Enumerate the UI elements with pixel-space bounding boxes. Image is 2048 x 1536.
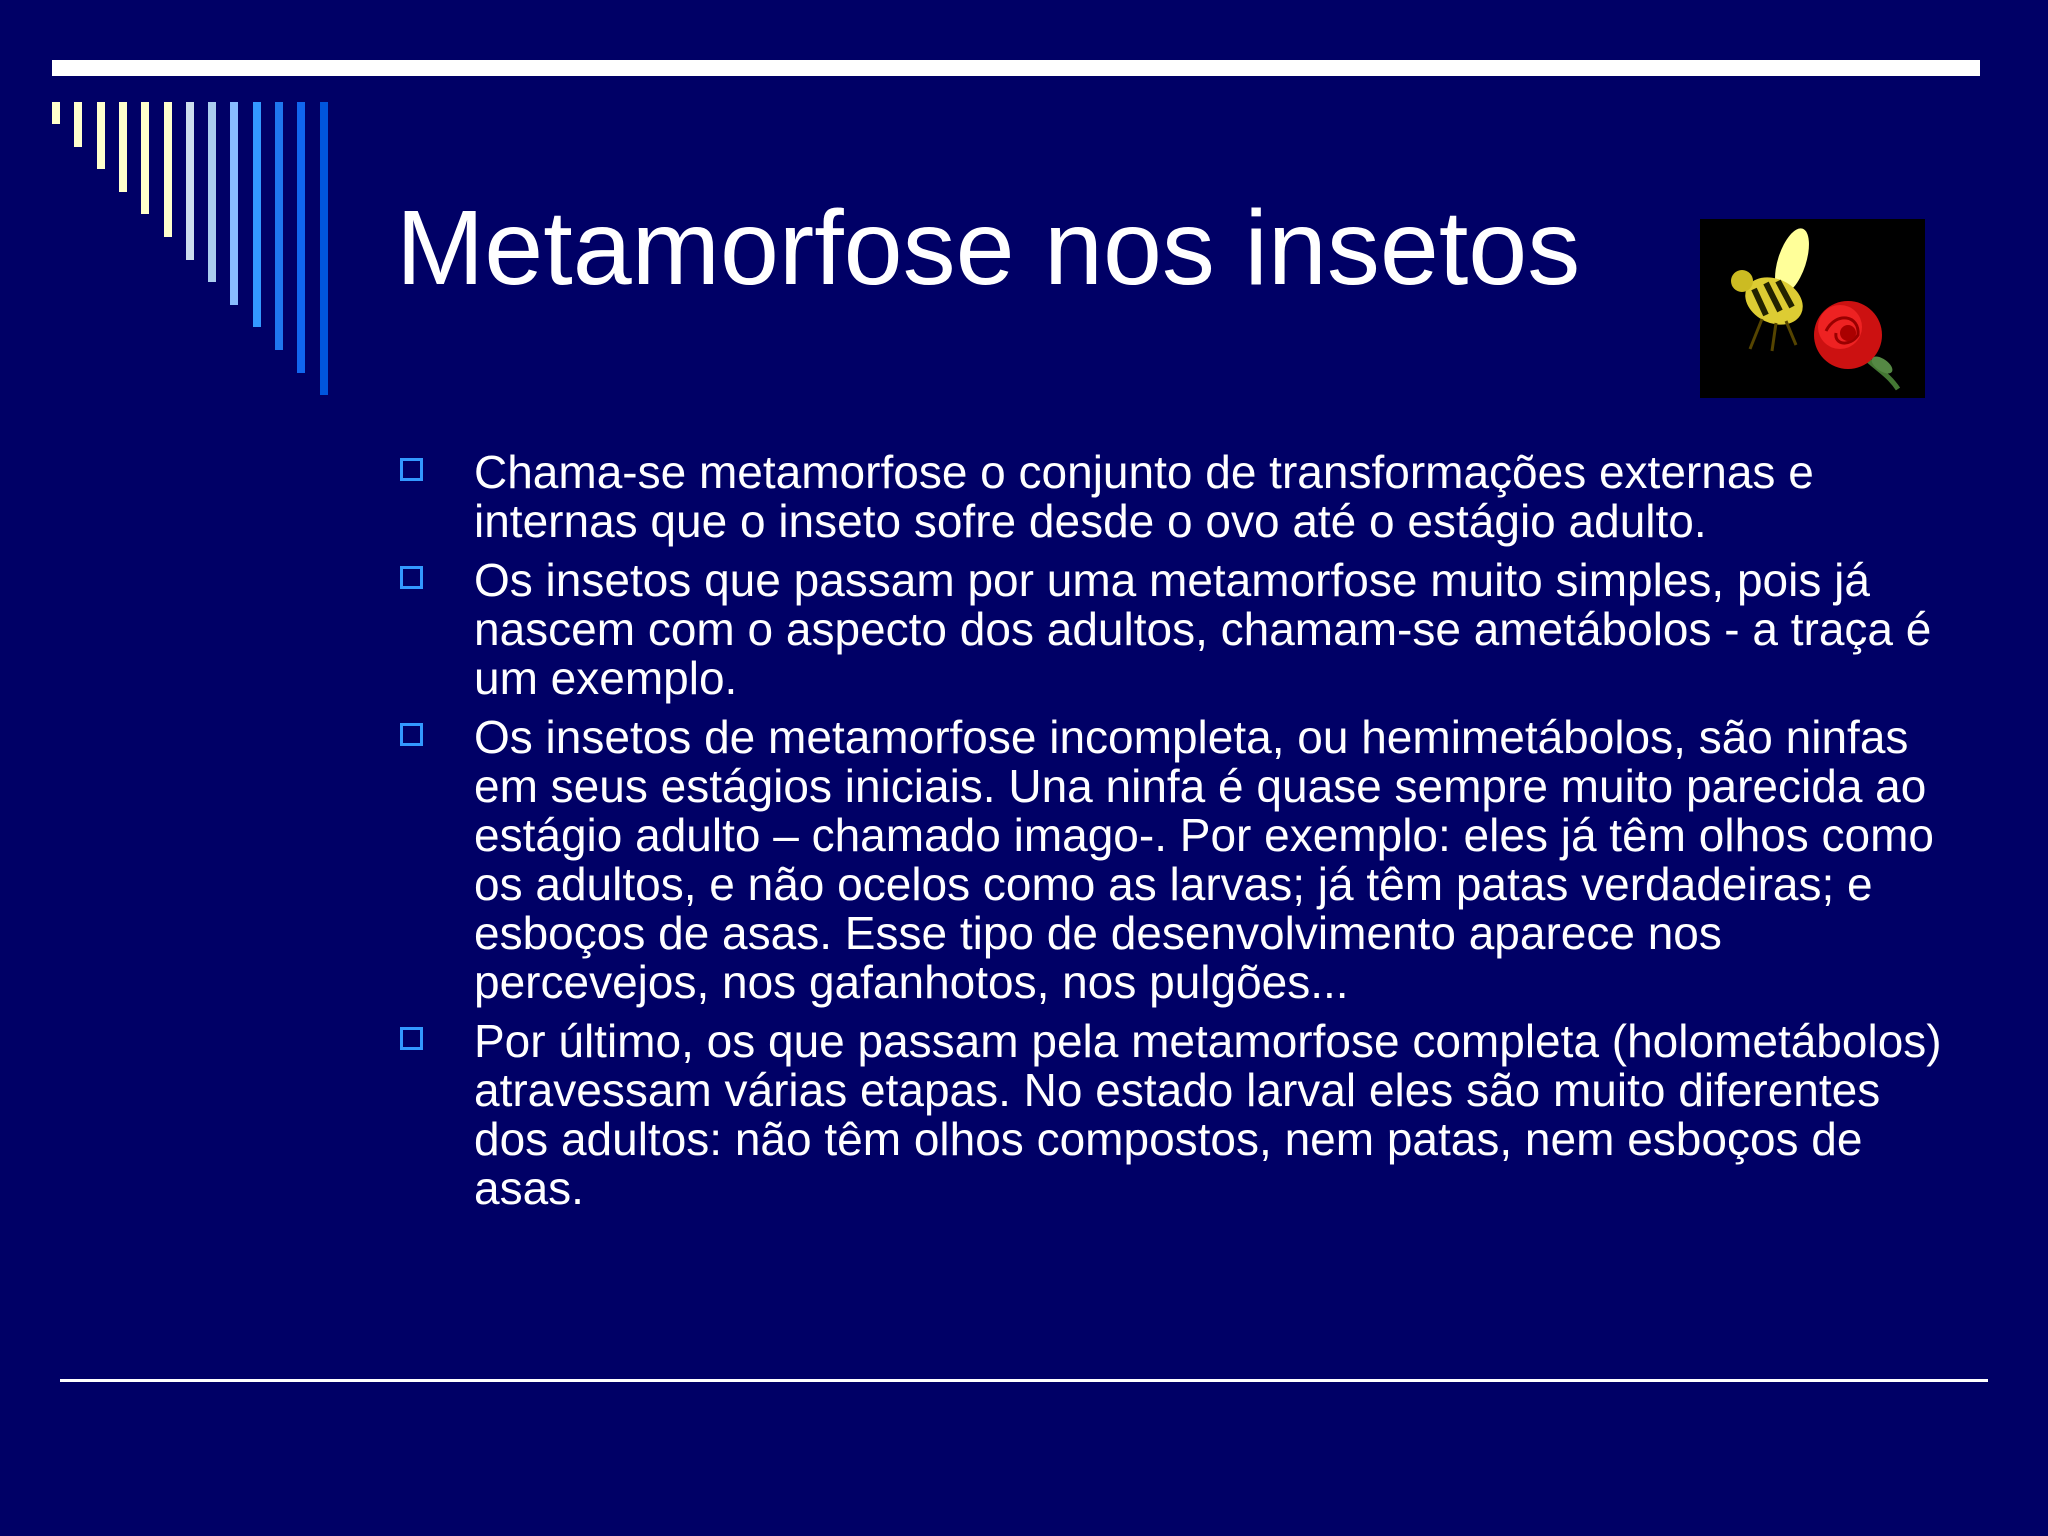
bullet-text: Os insetos que passam por uma metamorfose muito simples, pois já nascem com o aspecto dos adultos, chamam-se ametábolos - a traça é um exemplo. <box>474 554 1932 704</box>
hollow-square-bullet-icon <box>400 566 423 589</box>
decorative-stripe <box>74 102 82 147</box>
hollow-square-bullet-icon <box>400 458 423 481</box>
bee-and-rose-icon <box>1700 219 1925 398</box>
decorative-stripe <box>141 102 149 214</box>
bullet-item <box>398 448 1958 546</box>
decorative-stripe <box>275 102 283 350</box>
bullet-text: Os insetos de metamorfose incompleta, ou hemimetábolos, são ninfas em seus estágios iniciais. Una ninfa é quase sempre muito parecida ao estágio adulto – chamado imago-. Por exemplo: eles já têm olhos como os adultos, e não ocelos como as larvas; já têm patas verdadeiras; e esboços de asas. Esse tipo de desenvolvimento aparece nos percevejos, nos gafanhotos, nos pulgões... <box>474 711 1935 1008</box>
decorative-stripe <box>186 102 194 260</box>
decorative-stripe <box>52 102 60 124</box>
decorative-stripe <box>230 102 238 305</box>
decorative-stripe <box>297 102 305 373</box>
decorative-stripe <box>119 102 127 192</box>
decorative-stripe <box>208 102 216 282</box>
bullet-item <box>398 556 1958 703</box>
top-divider-line <box>52 60 1980 76</box>
decorative-stripe <box>164 102 172 237</box>
bullet-item <box>398 1017 1958 1213</box>
slide-title: Metamorfose nos insetos <box>396 189 1581 307</box>
decorative-stripe <box>97 102 105 169</box>
bullet-text: Chama-se metamorfose o conjunto de transformações externas e internas que o inseto sofre desde o ovo até o estágio adulto. <box>474 446 1814 547</box>
bullet-text: Por último, os que passam pela metamorfose completa (holometábolos) atravessam várias etapas. No estado larval eles são muito diferentes dos adultos: não têm olhos compostos, nem patas, nem esboços de asas. <box>474 1015 1942 1214</box>
decorative-stripes <box>0 0 340 420</box>
bullet-list <box>398 448 1958 1223</box>
hollow-square-bullet-icon <box>400 723 423 746</box>
hollow-square-bullet-icon <box>400 1027 423 1050</box>
bullet-item <box>398 713 1958 1007</box>
decorative-stripe <box>253 102 261 327</box>
bottom-divider-line <box>60 1379 1988 1382</box>
decorative-stripe <box>320 102 328 395</box>
